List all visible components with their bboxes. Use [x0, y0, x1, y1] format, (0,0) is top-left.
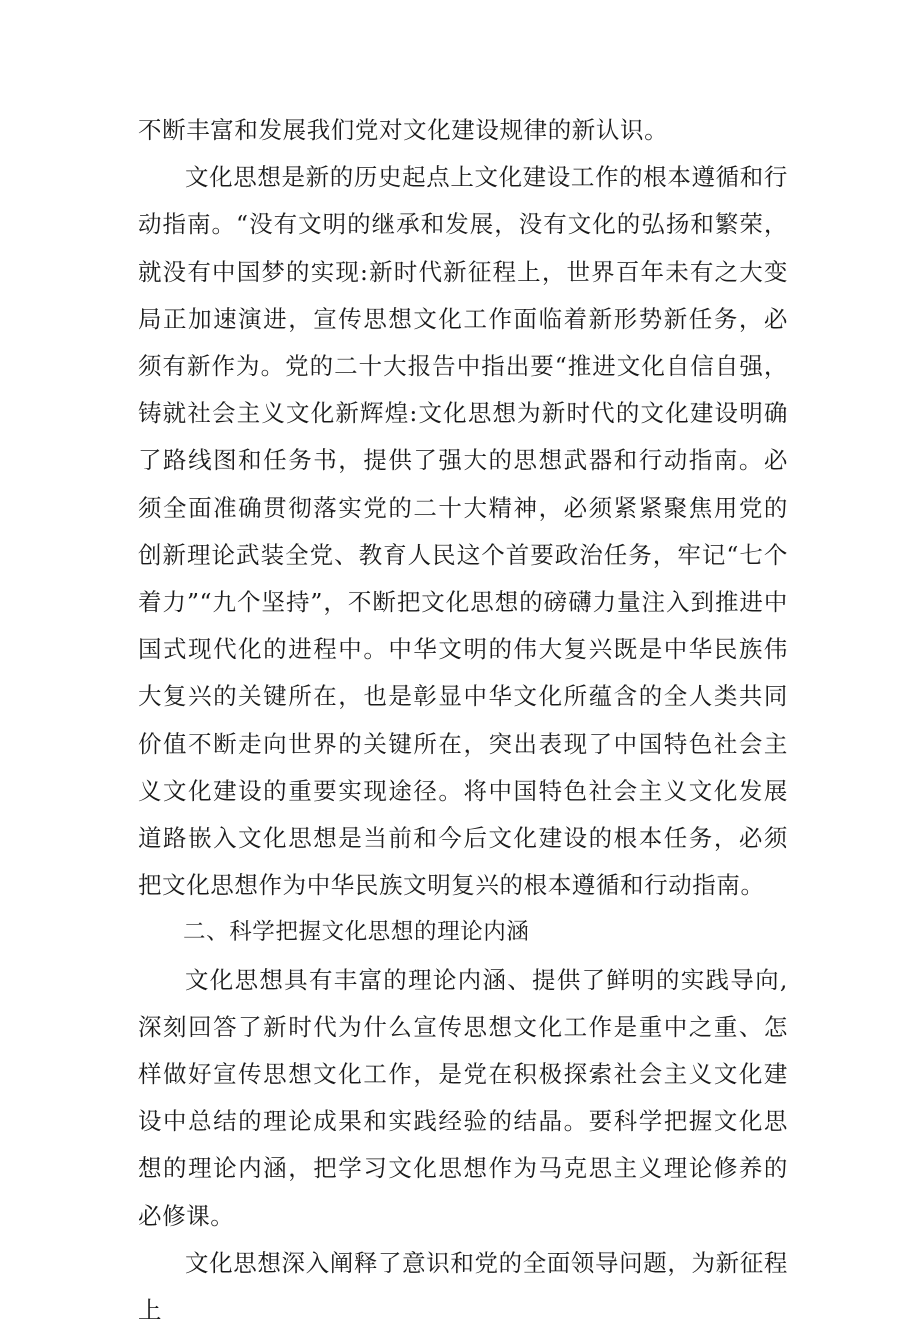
section-heading: 二、科学把握文化思想的理论内涵 [183, 919, 530, 946]
paragraph-cultural-thought-guide: 文化思想是新的历史起点上文化建设工作的根本遵循和行动指南。“没有文明的继承和发展，没有文化的弘扬和繁荣，就没有中国梦的实现:新时代新征程上，世界百年未有之大变局正加速演进，宣传思想文化工作面临着新形势新任务，必须有新作为。党的二十大报告中指出要“推进文化自信自强，铸就社会主义文化新辉煌:文化思想为新时代的文化建设明确了路线图和任务书，提供了强大的思想武器和行动指南。必须全面准确贯彻落实党的二十大精神，必须紧紧聚焦用党的创新理论武装全党、教育人民这个首要政治任务，牢记“七个着力”“九个坚持”，不断把文化思想的磅礴力量注入到推进中国式现代化的进程中。中华文明的伟大复兴既是中华民族伟大复兴的关键所在，也是彰显中华文化所蕴含的全人类共同价值不断走向世界的关键所在，突出表现了中国特色社会主义文化建设的重要实现途径。将中国特色社会主义文化发展道路嵌入文化思想是当前和今后文化建设的根本任务，必须把文化思想作为中华民族文明复兴的根本遵循和行动指南。 [138, 163, 788, 900]
paragraph-theoretical-connotation: 文化思想具有丰富的理论内涵、提供了鲜明的实践导向,深刻回答了新时代为什么宣传思想文化工作是重中之重、怎样做好宣传思想文化工作，是党在积极探索社会主义文化建设中总结的理论成果和实践经验的结晶。要科学把握文化思想的理论内涵，把学习文化思想作为马克思主义理论修养的必修课。 [138, 965, 788, 1230]
paragraph-continuation: 不断丰富和发展我们党对文化建设规律的新认识。 [138, 116, 669, 144]
document-body [138, 107, 788, 1334]
paragraph-party-leadership: 文化思想深入阐释了意识和党的全面领导问题，为新征程上 [138, 1248, 788, 1325]
